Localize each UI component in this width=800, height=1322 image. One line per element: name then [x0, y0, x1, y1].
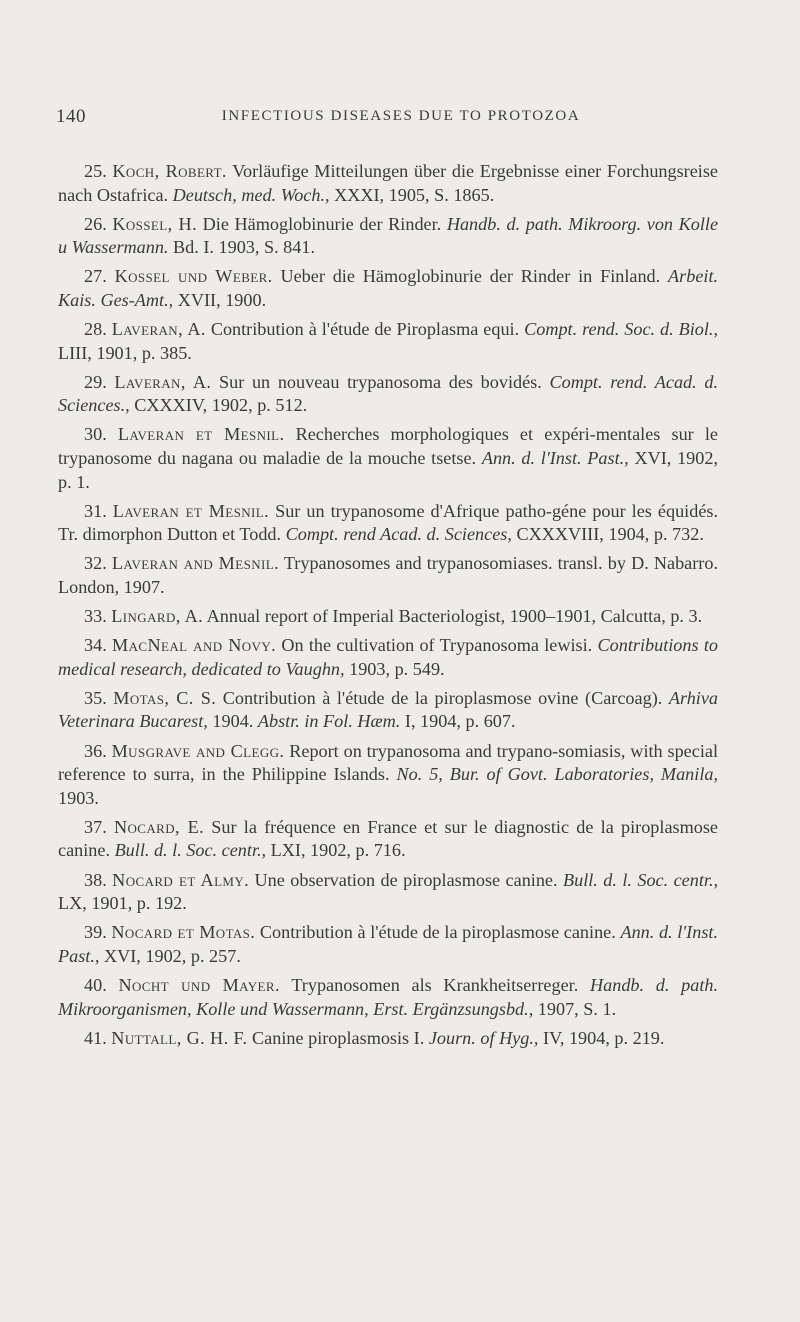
reference-list — [58, 160, 718, 1056]
reference-entry: 30. Laveran et Mesnil. Recherches morphologiques et expéri-mentales sur le trypanosome du nagana ou maladie de la mouche tsetse. Ann. d. l'Inst. Past., XVI, 1902, p. 1. — [58, 424, 719, 492]
reference-entry: 31. Laveran et Mesnil. Sur un trypanosome d'Afrique patho-géne pour les équidés. Tr. dimorphon Dutton et Todd. Compt. rend Acad. d. Sciences, CXXXVIII, 1904, p. 732. — [58, 500, 719, 545]
running-head: INFECTIOUS DISEASES DUE TO PROTOZOA — [221, 108, 581, 124]
reference-entry: 34. MacNeal and Novy. On the cultivation of Trypanosoma lewisi. Contributions to medical research, dedicated to Vaughn, 1903, p. 549. — [58, 635, 719, 679]
reference-entry: 25. Koch, Robert. Vorläufige Mitteilungen über die Ergebnisse einer Forchungsreise nach Ostafrica. Deutsch, med. Woch., XXXI, 1905, S. 1865. — [58, 161, 719, 205]
reference-entry: 35. Motas, C. S. Contribution à l'étude de la piroplasmose ovine (Carcoag). Arhiva Veterinara Bucarest, 1904. Abstr. in Fol. Hæm. I, 1904, p. 607. — [58, 687, 719, 732]
reference-entry: 32. Laveran and Mesnil. Trypanosomes and trypanosomiases. transl. by D. Nabarro. London, 1907. — [58, 553, 718, 597]
page-number: 140 — [56, 106, 86, 127]
reference-entry: 36. Musgrave and Clegg. Report on trypanosoma and trypano-somiasis, with special reference to surra, in the Philippine Islands. No. 5, Bur. of Govt. Laboratories, Manila, 1903. — [58, 740, 719, 808]
reference-entry: 39. Nocard et Motas. Contribution à l'étude de la piroplasmose canine. Ann. d. l'Inst. Past., XVI, 1902, p. 257. — [58, 922, 718, 966]
reference-entry: 38. Nocard et Almy. Une observation de piroplasmose canine. Bull. d. l. Soc. centr., LX, 1901, p. 192. — [58, 869, 719, 914]
reference-entry: 40. Nocht und Mayer. Trypanosomen als Krankheitserreger. Handb. d. path. Mikroorganismen, Kolle und Wassermann, Erst. Ergänzsungsbd., 1907, S. 1. — [58, 974, 719, 1019]
reference-entry: 26. Kossel, H. Die Hämoglobinurie der Rinder. Handb. d. path. Mikroorg. von Kolle u Wassermann. Bd. I. 1903, S. 841. — [58, 213, 719, 258]
reference-entry: 28. Laveran, A. Contribution à l'étude de Piroplasma equi. Compt. rend. Soc. d. Biol., LIII, 1901, p. 385. — [58, 319, 719, 363]
page-header — [56, 106, 716, 136]
reference-entry: 37. Nocard, E. Sur la fréquence en France et sur le diagnostic de la piroplasmose canine. Bull. d. l. Soc. centr., LXI, 1902, p. 716. — [58, 816, 718, 861]
reference-entry: 27. Kossel und Weber. Ueber die Hämoglobinurie der Rinder in Finland. Arbeit. Kais. Ges-Amt., XVII, 1900. — [58, 266, 719, 310]
reference-entry: 41. Nuttall, G. H. F. Canine piroplasmosis I. Journ. of Hyg., IV, 1904, p. 219. — [84, 1027, 665, 1048]
reference-entry: 33. Lingard, A. Annual report of Imperial Bacteriologist, 1900–1901, Calcutta, p. 3. — [84, 606, 703, 627]
reference-entry: 29. Laveran, A. Sur un nouveau trypanosoma des bovidés. Compt. rend. Acad. d. Sciences., CXXXIV, 1902, p. 512. — [58, 371, 719, 416]
